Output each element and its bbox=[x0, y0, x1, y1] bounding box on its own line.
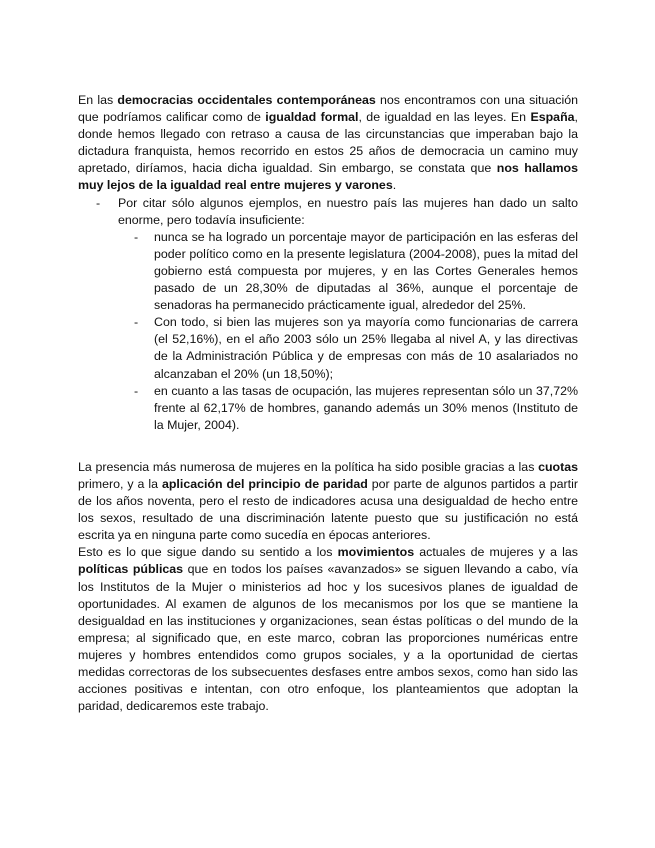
bold-phrase: igualdad formal bbox=[265, 110, 359, 125]
bold-phrase: España bbox=[530, 110, 575, 125]
sub-list-item-text: en cuanto a las tasas de ocupación, las mujeres representan sólo un 37,72% frente al 62,17% de hombres, ganando además un 30% menos (Instituto de la Mujer, 2004). bbox=[154, 383, 578, 432]
bold-phrase: democracias occidentales contemporáneas bbox=[117, 93, 376, 107]
quotas-paragraph: La presencia más numerosa de mujeres en la política ha sido posible gracias a las cuotas primero, y a la aplicación del principio de paridad por parte de algunos partidos a partir de los años noventa, pero el resto de indicadores acusa una desigualdad de hecho entre los sexos, resultado de una discriminación latente puesto que su justificación no está escrita ya en ninguna parte como sucedía en épocas anteriores. bbox=[78, 459, 578, 543]
paragraph-spacer bbox=[78, 434, 578, 459]
list-item bbox=[78, 195, 578, 229]
sub-list-item-text: Con todo, si bien las mujeres son ya mayoría como funcionarias de carrera (el 52,16%), en el año 2003 sólo un 25% llegaba al nivel A, y las directivas de la Administración Pública y de empresas con más de 10 asalariados no alcanzaban el 20% (un 18,50%); bbox=[154, 315, 578, 381]
sub-list-item bbox=[78, 229, 578, 314]
intro-paragraph: En las democracias occidentales contemporáneas nos encontramos con una situación que podríamos calificar como de igualdad formal, de igualdad en las leyes. En España, donde hemos llegado con retraso a causa de las circunstancias que imperaban bajo la dictadura franquista, hemos recorrido en estos 25 años de democracia un camino muy apretado, diríamos, hacia dicha igualdad. Sin embargo, se constata que nos hallamos muy lejos de la igualdad real entre mujeres y varones. bbox=[78, 93, 578, 193]
dash-bullet: - bbox=[134, 315, 139, 330]
sub-list-item bbox=[78, 383, 578, 434]
bold-phrase: cuotas bbox=[538, 459, 578, 474]
dash-bullet: - bbox=[134, 229, 139, 244]
document-page bbox=[78, 92, 578, 715]
dash-bullet: - bbox=[96, 195, 101, 210]
sub-list-item bbox=[78, 314, 578, 382]
movements-paragraph: Esto es lo que sigue dando su sentido a los movimientos actuales de mujeres y a las políticas públicas que en todos los países «avanzados» se siguen llevando a cabo, vía los Institutos de la Mujer o ministerios ad hoc y los sucesivos planes de igualdad de oportunidades. Al examen de algunos de los mecanismos por los que se mantiene la desigualdad en las instituciones y organizaciones, sean éstas políticas o del mundo de la empresa; al significado que, en este marco, cobran las proporciones numéricas entre mujeres y hombres entendidos como grupos sociales, y a la oportunidad de ciertas medidas correctoras de los subsecuentes desfases entre ambos sexos, como han sido las acciones positivas e intentan, con otro enfoque, los planteamientos que adoptan la paridad, dedicaremos este trabajo. bbox=[78, 545, 579, 714]
sub-list-item-text: nunca se ha logrado un porcentaje mayor de participación en las esferas del poder político como en la presente legislatura (2004-2008), pues la mitad del gobierno está compuesta por mujeres, y en las Cortes Generales hemos pasado de un 28,30% de diputadas al 36%, aunque el porcentaje de senadoras ha permanecido prácticamente igual, alrededor del 25%. bbox=[154, 229, 578, 313]
dash-bullet: - bbox=[134, 383, 139, 398]
bold-phrase: aplicación del principio de paridad bbox=[161, 476, 368, 491]
bold-phrase: nos hallamos muy lejos de la igualdad real entre mujeres y varones bbox=[78, 161, 578, 193]
bold-phrase: movimientos bbox=[337, 545, 415, 560]
list-item-text: Por citar sólo algunos ejemplos, en nuestro país las mujeres han dado un salto enorme, pero todavía insuficiente: bbox=[118, 195, 578, 227]
bold-phrase: políticas públicas bbox=[78, 562, 184, 577]
